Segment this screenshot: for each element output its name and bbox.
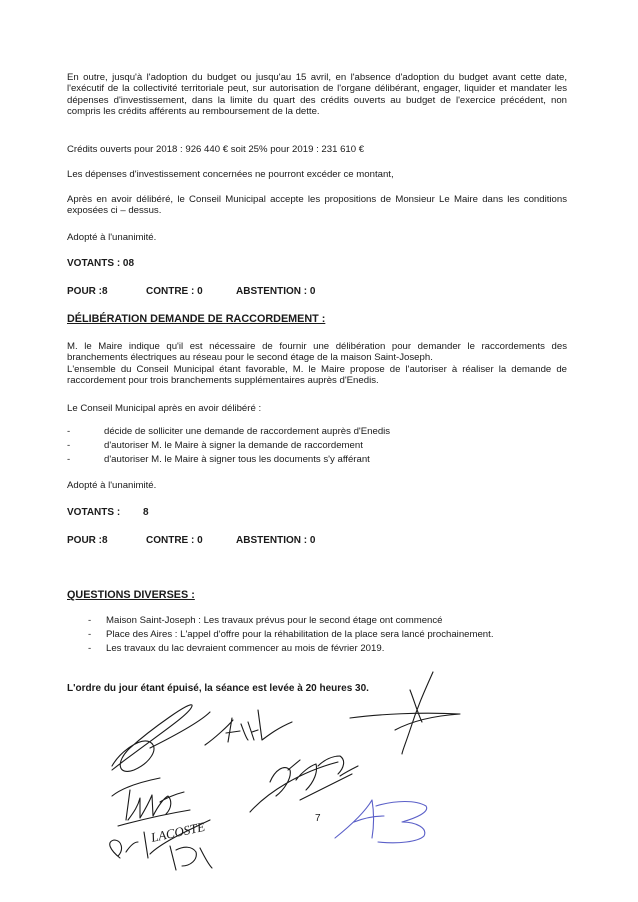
votants-label-2: VOTANTS : (67, 507, 121, 518)
signature-lettering: LACOSTE (149, 818, 207, 845)
list-dash: - (88, 615, 92, 626)
list-item: d'autoriser M. le Maire à signer la demande de raccordement (104, 440, 363, 451)
list-dash: - (88, 629, 92, 640)
paragraph-raccordement-2: L'ensemble du Conseil Municipal étant favorable, M. le Maire propose de l'autoriser à réaliser la demande de raccordement pour trois branchements supplémentaires auprès d'Enedis. (67, 364, 567, 387)
paragraph-adopted-1: Adopté à l'unanimité. (67, 232, 157, 243)
signature-blue (335, 800, 427, 843)
signature-3 (350, 672, 460, 754)
paragraph-raccordement-1: M. le Maire indique qu'il est nécessaire de fournir une délibération pour demander le raccordements des branchements électriques au réseau pour le second étage de la maison Saint-Joseph. (67, 341, 567, 364)
heading-raccordement: DÉLIBÉRATION DEMANDE DE RACCORDEMENT : (67, 313, 326, 325)
list-dash: - (67, 440, 71, 451)
list-dash: - (88, 643, 92, 654)
paragraph-expenses-limit: Les dépenses d'investissement concernées ne pourront excéder ce montant, (67, 169, 394, 180)
closing-statement: L'ordre du jour étant épuisé, la séance est levée à 20 heures 30. (67, 683, 369, 694)
heading-questions: QUESTIONS DIVERSES : (67, 589, 195, 601)
list-dash: - (67, 426, 71, 437)
list-item: décide de solliciter une demande de raccordement auprès d'Enedis (104, 426, 391, 437)
vote-contre-2: CONTRE : 0 (146, 535, 203, 546)
paragraph-adopted-2: Adopté à l'unanimité. (67, 480, 157, 491)
paragraph-budget-rule: En outre, jusqu'à l'adoption du budget ou jusqu'au 15 avril, en l'absence d'adoption du budget avant cette date, l'exécutif de la collectivité territoriale peut, sur autorisation de l'organe délibérant, engager, liquider et mandater les dépenses d'investissement, dans la limite du quart des crédits ouverts au budget de l'exercice précédent, non compris les crédits afférents au remboursement de la dette. (67, 72, 567, 118)
signature-1 (112, 705, 210, 772)
list-dash: - (67, 454, 71, 465)
vote-abstention-2: ABSTENTION : 0 (236, 535, 316, 546)
list-item: d'autoriser M. le Maire à signer tous les documents s'y afférant (104, 454, 370, 465)
paragraph-credits: Crédits ouverts pour 2018 : 926 440 € soit 25% pour 2019 : 231 610 € (67, 144, 365, 155)
vote-pour-2: POUR :8 (67, 535, 108, 546)
paragraph-council-intro: Le Conseil Municipal après en avoir délibéré : (67, 403, 262, 414)
page-number: 7 (315, 813, 321, 824)
list-item: Maison Saint-Joseph : Les travaux prévus pour le second étage ont commencé (106, 615, 443, 626)
list-item: Place des Aires : L'appel d'offre pour la réhabilitation de la place sera lancé prochainement. (106, 629, 494, 640)
vote-abstention-1: ABSTENTION : 0 (236, 286, 316, 297)
votants-1: VOTANTS : 08 (67, 258, 135, 269)
vote-pour-1: POUR :8 (67, 286, 108, 297)
signature-5 (250, 756, 358, 812)
signature-2 (205, 710, 292, 745)
vote-contre-1: CONTRE : 0 (146, 286, 203, 297)
votants-value-2: 8 (143, 507, 149, 518)
signature-4 (112, 778, 190, 826)
paragraph-deliberation: Après en avoir délibéré, le Conseil Municipal accepte les propositions de Monsieur Le Maire dans les conditions exposées ci – dessus. (67, 194, 567, 217)
list-item: Les travaux du lac devraient commencer au mois de février 2019. (106, 643, 385, 654)
